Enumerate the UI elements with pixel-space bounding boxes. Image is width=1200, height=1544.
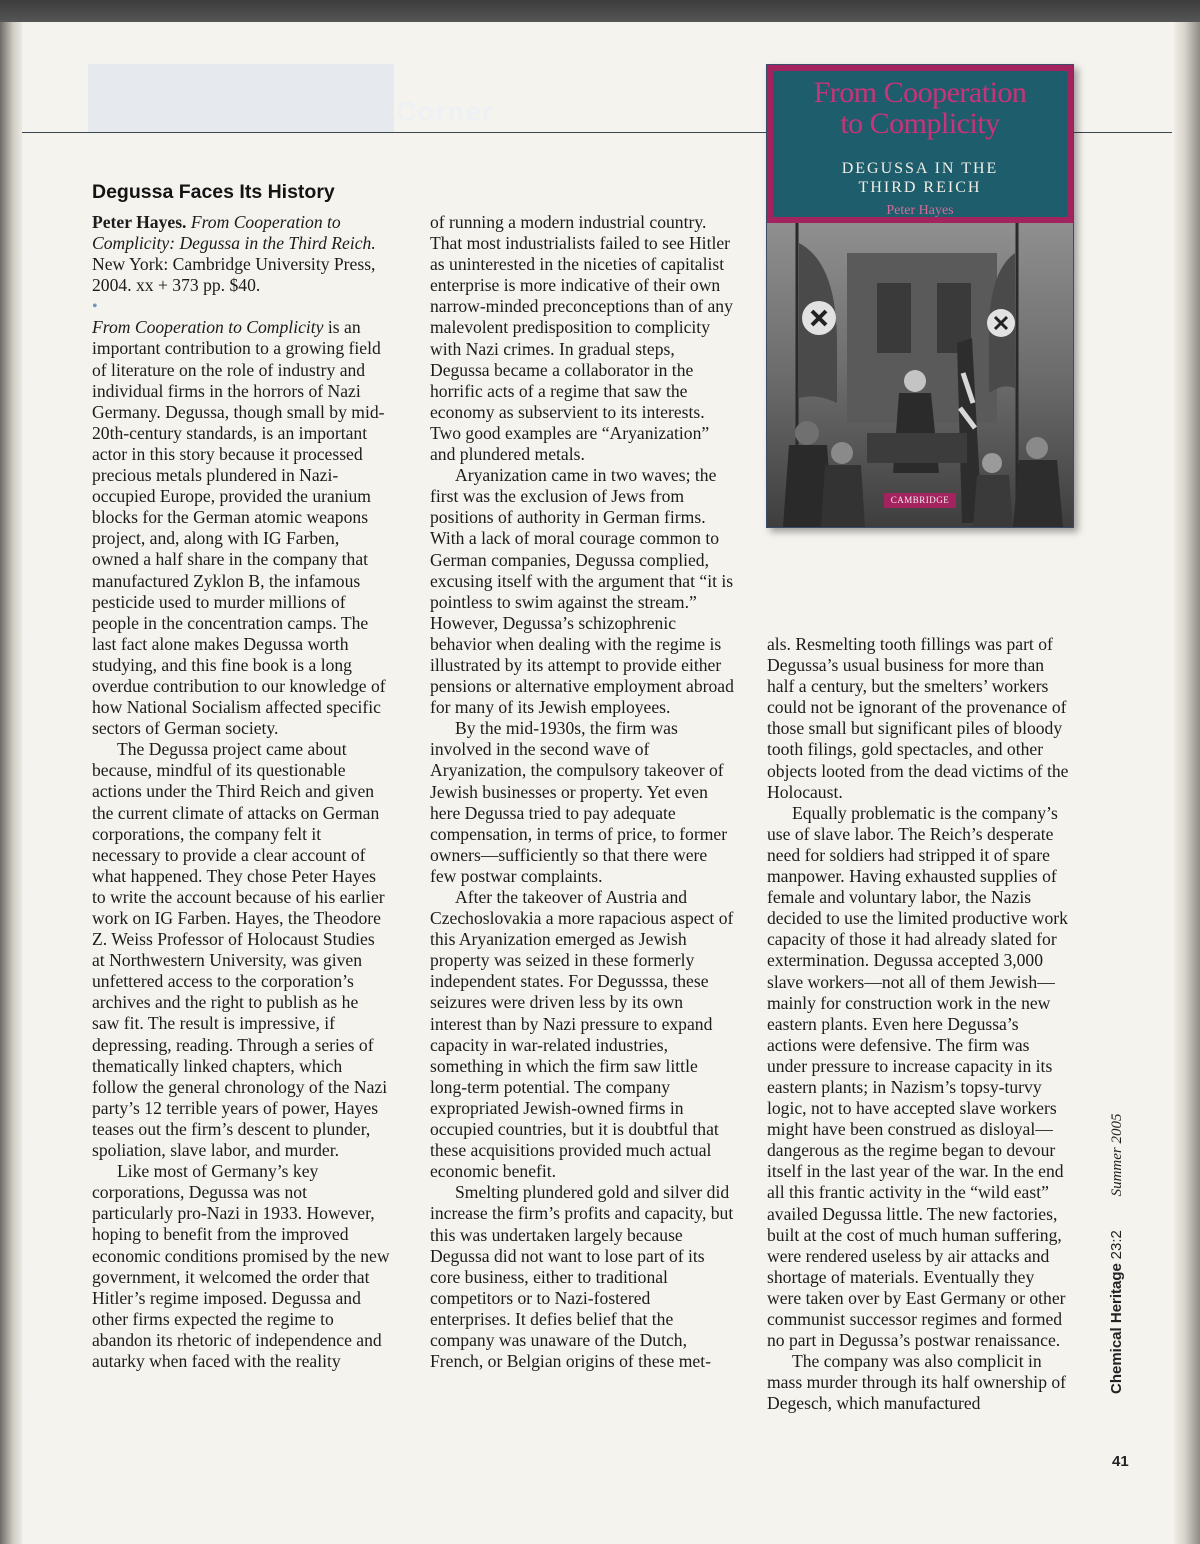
citation-book-title: From Cooperation to Complicity: Degussa in the Third Reich. (92, 212, 376, 254)
cover-subtitle: DEGUSSA IN THE THIRD REICH (841, 160, 999, 196)
page-right-edge (1174, 22, 1200, 1544)
section-header-shade (88, 64, 394, 132)
citation-author: Peter Hayes. (92, 212, 187, 232)
text-column-2 (430, 212, 734, 1372)
cover-title: From Cooperation to Complicity (813, 76, 1027, 140)
paragraph: Like most of Germany’s key corporations, Degussa was not particularly pro-Nazi in 1933. However, hoping to benefit from the improved economic conditions promised by the new government, it welcomed the order that Hitler’s regime imposed. Degussa and other firms expected the regime to abandon its rhetoric of independence and autarky when faced with the reality (92, 1161, 390, 1371)
citation-publication: New York: Cambridge University Press, 2004. xx + 373 pp. $40. (92, 254, 376, 296)
text-column-3 (767, 634, 1071, 1414)
page-gutter-shadow (0, 22, 22, 1544)
scan-top-edge (0, 0, 1200, 22)
book-cover-image (766, 64, 1074, 528)
publisher-logo: CAMBRIDGE (884, 493, 956, 508)
book-citation (92, 212, 390, 296)
issue-season: Summer 2005 (1109, 1113, 1125, 1197)
paragraph: als. Resmelting tooth fillings was part of Degussa’s usual business for more than half a century, but the smelters’ workers could not be ignorant of the provenance of those small but significant piles of bloody tooth filings, gold spectacles, and other objects looted from the dead victims of the Holocaust. (767, 634, 1069, 802)
paragraph: By the mid-1930s, the firm was involved in the second wave of Aryanization, the compulsory takeover of Jewish businesses or property. Yet even here Degussa tried to pay adequate compensation, in terms of price, to former owners—sufficiently so that there were few postwar complaints. (430, 718, 728, 886)
paragraph: The Degussa project came about because, mindful of its questionable actions under the Third Reich and given the current climate of attacks on German corporations, the company felt it necessary to provide a clear account of what happened. They chose Peter Hayes to write the account because of his earlier work on IG Farben. Hayes, the Theodore Z. Weiss Professor of Holocaust Studies at Northwestern University, was given unfettered access to the corporation’s archives and the right to publish as he saw fit. The result is impressive, if depressing, reading. Through a series of thematically linked chapters, which follow the general chronology of the Nazi party’s 12 terrible years of power, Hayes teases out the firm’s descent to plunder, spoliation, slave labor, and murder. (92, 739, 388, 1161)
article-title: Degussa Faces Its History (92, 181, 335, 203)
paragraph: From Cooperation to Complicity is an important contribution to a growing field of literature on the role of industry and individual firms in the horrors of Nazi Germany. Degussa, though small by mid-20th-century standards, is an important actor in this story because it processed precious metals plundered in Nazi-occupied Europe, provided the uranium blocks for the German atomic weapons project, and, along with IG Farben, owned a half share in the company that manufactured Zyklon B, the infamous pesticide used to murder millions of people in the concentration camps. The last fact alone makes Degussa worth studying, and this fine book is a long overdue contribution to our knowledge of how National Socialism affected specific sectors of German society. (92, 317, 386, 739)
lead-italic: From Cooperation to Complicity (92, 317, 324, 338)
cover-author: Peter Hayes (886, 203, 954, 218)
paragraph: Equally problematic is the company’s use of slave labor. The Reich’s desperate need for soldiers had stripped it of spare manpower. Having exhausted supplies of female and voluntary labor, the Nazis decided to use the limited productive work capacity of those it had already slated for extermination. Degussa accepted 3,000 slave workers—not all of them Jewish—mainly for construction work in the new eastern plants. Even here Degussa’s actions were defensive. The firm was under pressure to increase capacity in its eastern plants; in Nazism’s topsy-turvy logic, not to have accepted slave workers might have been construed as disloyal—dangerous as the regime began to devour itself in the last year of the war. In the end all this frantic activity in the “wild east” availed Degussa little. The new factories, built at the cost of much human suffering, were rendered useless by air attacks and shortage of materials. Eventually they were taken over by East Germany or other communist successor regimes and formed no part in Degussa’s postwar renaissance. (767, 802, 1068, 1351)
paragraph: The company was also complicit in mass murder through its half ownership of Degesch, which manufactured (767, 1351, 1067, 1414)
paragraph: Smelting plundered gold and silver did increase the firm’s profits and capacity, but this was undertaken largely because Degussa did not want to lose part of its core business, either to traditional competitors or to Nazi-fostered enterprises. It defies belief that the company was unaware of the Dutch, French, or Belgian origins of these met- (430, 1182, 734, 1372)
running-footer (1108, 1113, 1126, 1394)
paragraph: After the takeover of Austria and Czechoslovakia a more rapacious aspect of this Aryanization emerged as Jewish property was seized in these formerly independent states. For Degusssa, these seizures were driven less by its own interest than by Nazi pressure to expand capacity in war-related industries, something in which the firm saw little long-term potential. The company expropriated Jewish-owned firms in occupied countries, but it is doubtful that these acquisitions provided much actual economic benefit. (430, 887, 734, 1182)
paragraph: of running a modern industrial country. That most industrialists failed to see Hitler as uninterested in the niceties of capitalist enterprise is more indicative of their own narrow-minded preconceptions than of any malevolent predisposition to complicity with Nazi crimes. In gradual steps, Degussa became a collaborator in the horrific acts of a regime that saw the economy as subservient to its interests. Two good examples are “Aryanization” and plundered metals. (430, 212, 733, 465)
journal-volume: 23:2 (1108, 1230, 1125, 1260)
journal-name: Chemical Heritage (1108, 1263, 1125, 1394)
page-number: 41 (1112, 1453, 1129, 1470)
paragraph: Aryanization came in two waves; the first was the exclusion of Jews from positions of authority in German firms. With a lack of moral courage common to German companies, Degussa complied, excusing itself with the argument that “it is pointless to swim against the stream.” However, Degussa’s schizophrenic behavior when dealing with the regime is illustrated by its attempt to provide either pensions or alternative employment abroad for many of its Jewish employees. (430, 465, 734, 718)
section-label: Corner (396, 96, 494, 127)
bullet-divider: • (92, 298, 98, 316)
cover-photograph (767, 223, 1073, 527)
text-column-1 (92, 212, 390, 1372)
